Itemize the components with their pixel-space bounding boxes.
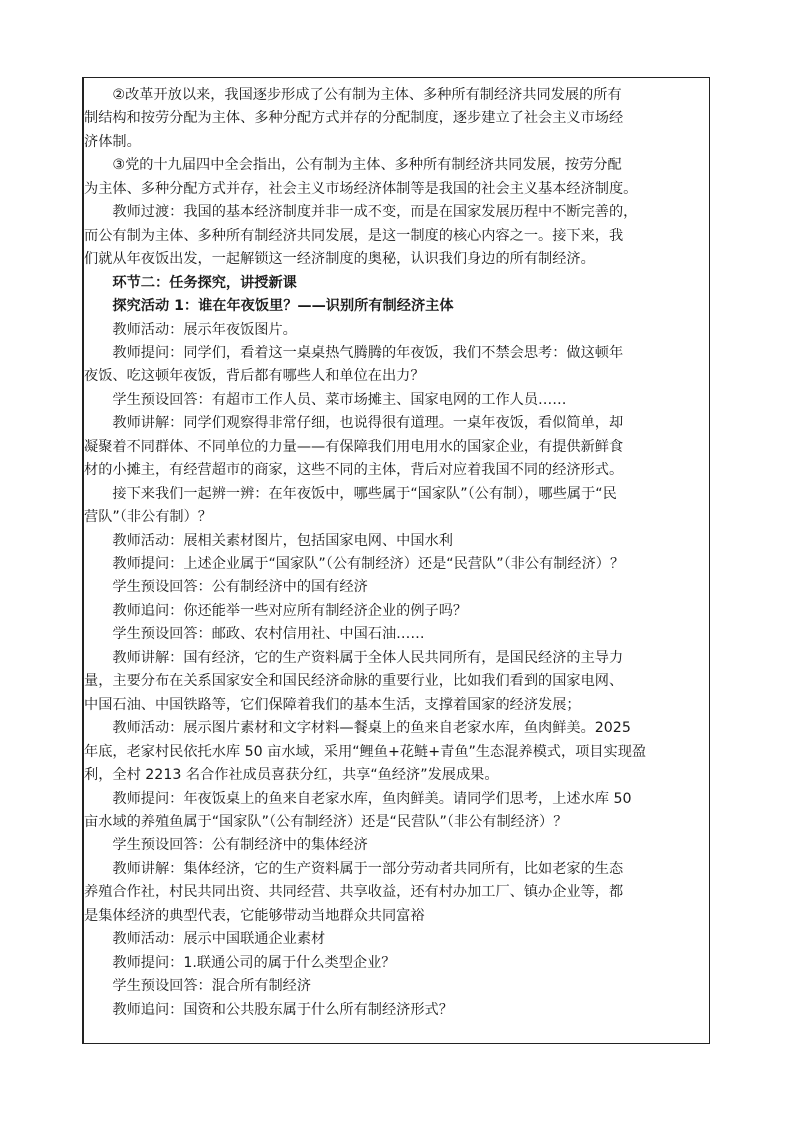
paragraph-line: 量，主要分布在关系国家安全和国民经济命脉的重要行业，比如我们看到的国家电网、 [84,673,624,690]
paragraph-line: 学生预设回答：混合所有制经济 [84,978,312,995]
paragraph-line: 而公有制为主体、多种所有制经济共同发展，是这一制度的核心内容之一。接下来，我 [84,227,624,244]
paragraph-line: 夜饭、吃这顿年夜饭，背后都有哪些人和单位在出力？ [84,368,425,385]
paragraph-line: 教师活动：展示中国联通企业素材 [84,931,326,948]
paragraph-line: 教师讲解：同学们观察得非常仔细，也说得很有道理。一桌年夜饭，看似简单，却 [84,415,624,432]
paragraph-line: 教师过渡：我国的基本经济制度并非一成不变，而是在国家发展历程中不断完善的， [84,204,638,221]
paragraph-line: 接下来我们一起辨一辨：在年夜饭中，哪些属于“国家队”（公有制），哪些属于“民 [84,485,617,502]
paragraph-line: 学生预设回答：有超市工作人员、菜市场摊主、国家电网的工作人员…… [84,391,567,408]
paragraph-line: 教师讲解：国有经济，它的生产资料属于全体人民共同所有，是国民经济的主导力 [84,649,624,666]
section-heading: 环节二：任务探究，讲授新课 [84,274,297,291]
section-heading: 探究活动 1：谁在年夜饭里？——识别所有制经济主体 [84,298,454,315]
paragraph-line: 学生预设回答：公有制经济中的集体经济 [84,837,368,854]
paragraph-line: 养殖合作社，村民共同出资、共同经营、共享收益，还有村办加工厂、镇办企业等，都 [84,884,624,901]
paragraph-line: 教师提问：年夜饭桌上的鱼来自老家水库，鱼肉鲜美。请同学们思考，上述水库 50 [84,790,632,807]
paragraph-line: 教师活动：展示图片素材和文字材料—餐桌上的鱼来自老家水库，鱼肉鲜美。2025 [84,720,631,737]
paragraph-line: 学生预设回答：邮政、农村信用社、中国石油…… [84,626,425,643]
paragraph-line: 利，全村 2213 名合作社成员喜获分红，共享“鱼经济”发展成果。 [84,767,499,784]
paragraph-line: 济体制。 [84,133,141,150]
paragraph-line: 教师活动：展相关素材图片，包括国家电网、中国水利 [84,532,453,549]
paragraph-line: 教师讲解：集体经济，它的生产资料属于一部分劳动者共同所有，比如老家的生态 [84,860,624,877]
paragraph-line: 们就从年夜饭出发，一起解锁这一经济制度的奥秘，认识我们身边的所有制经济。 [84,251,595,268]
paragraph-line: 材的小摊主，有经营超市的商家，这些不同的主体，背后对应着我国不同的经济形式。 [84,462,624,479]
paragraph-line: 凝聚着不同群体、不同单位的力量——有保障我们用电用水的国家企业，有提供新鲜食 [84,438,624,455]
paragraph-line: 是集体经济的典型代表，它能够带动当地群众共同富裕 [84,907,425,924]
paragraph-line: 营队”（非公有制）？ [84,509,212,526]
paragraph-line: 教师活动：展示年夜饭图片。 [84,321,297,338]
paragraph-line: 教师提问：同学们，看着这一桌桌热气腾腾的年夜饭，我们不禁会思考：做这顿年 [84,344,624,361]
paragraph-line: 中国石油、中国铁路等，它们保障着我们的基本生活，支撑着国家的经济发展； [84,696,581,713]
paragraph-line: ③党的十九届四中全会指出，公有制为主体、多种所有制经济共同发展，按劳分配 [84,157,622,174]
paragraph-line: 教师追问：你还能举一些对应所有制经济企业的例子吗？ [84,602,468,619]
paragraph-line: ②改革开放以来，我国逐步形成了公有制为主体、多种所有制经济共同发展的所有 [84,87,622,103]
paragraph-line: 教师提问：上述企业属于“国家队”（公有制经济）还是“民营队”（非公有制经济）？ [84,556,625,572]
paragraph-line: 年底，老家村民依托水库 50 亩水域，采用“鲤鱼+花鲢+青鱼”生态混养模式，项目实现盈 [84,743,647,760]
paragraph-line: 教师追问：国资和公共股东属于什么所有制经济形式？ [84,1001,453,1018]
paragraph-line: 教师提问：1.联通公司的属于什么类型企业？ [84,954,396,971]
paragraph-line: 制结构和按劳分配为主体、多种分配方式并存的分配制度，逐步建立了社会主义市场经 [84,110,624,127]
paragraph-line: 为主体、多种分配方式并存，社会主义市场经济体制等是我国的社会主义基本经济制度。 [84,180,638,197]
paragraph-line: 亩水域的养殖鱼属于“国家队”（公有制经济）还是“民营队”（非公有制经济）？ [84,813,568,830]
paragraph-line: 学生预设回答：公有制经济中的国有经济 [84,579,368,596]
